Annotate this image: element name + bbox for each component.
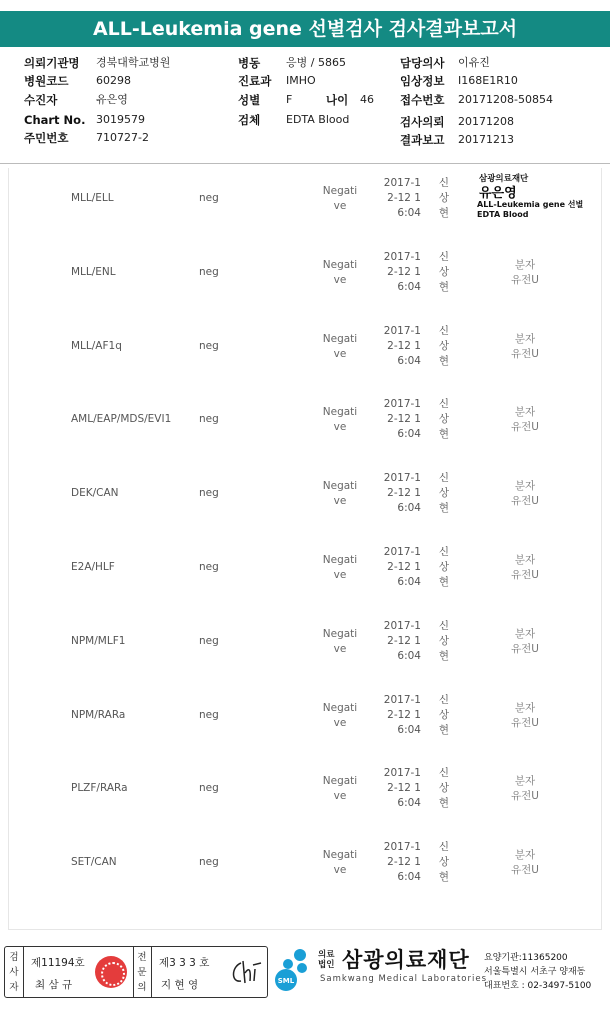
result-datetime: 2017-1 2-12 1 6:04 (383, 324, 421, 367)
test-result: neg (199, 265, 219, 278)
info-value: 3019579 (96, 113, 145, 126)
info-label: 접수번호 (400, 93, 445, 107)
lab-unit: 분자 유전U (511, 627, 539, 655)
test-name: MLL/AF1q (71, 339, 122, 352)
institution-code: 요양기관:11365200 (484, 953, 568, 963)
sml-logo-icon (272, 946, 316, 998)
svg-text:SML: SML (277, 977, 295, 985)
info-label: 진료과 (238, 74, 272, 88)
technician: 신 상 현 (438, 619, 450, 662)
result-flag: Negati ve (322, 554, 358, 581)
institution-name-en: Samkwang Medical Laboratories (320, 974, 488, 984)
table-row (9, 537, 602, 611)
result-datetime: 2017-1 2-12 1 6:04 (383, 250, 421, 293)
examiner-seal-icon (95, 956, 127, 988)
stamp-test: ALL-Leukemia gene 선별 (477, 200, 584, 209)
result-datetime: 2017-1 2-12 1 6:04 (383, 767, 421, 810)
result-datetime: 2017-1 2-12 1 6:04 (383, 619, 421, 662)
stamp-specimen: EDTA Blood (477, 210, 529, 219)
specialist-label: 전 문 의 (137, 952, 147, 993)
result-datetime: 2017-1 2-12 1 6:04 (383, 693, 421, 736)
table-row (9, 389, 602, 463)
table-row (9, 611, 602, 685)
info-label: 의뢰기관명 (24, 56, 80, 70)
test-name: MLL/ENL (71, 265, 116, 278)
lab-unit: 분자 유전U (511, 775, 539, 803)
lab-unit: 분자 유전U (511, 258, 539, 286)
technician: 신 상 현 (438, 693, 450, 736)
result-flag: Negati ve (322, 406, 358, 434)
technician: 신 상 현 (438, 177, 450, 219)
specialist-license: 제3 3 3 호 (159, 957, 210, 969)
info-label: 병원코드 (24, 74, 69, 88)
info-label: Chart No. (24, 113, 86, 127)
info-value: I168E1R10 (458, 74, 518, 87)
table-row (9, 832, 602, 906)
examiner-name: 최 삼 규 (35, 979, 73, 991)
info-label: 결과보고 (400, 133, 445, 147)
info-value: 응병 / 5865 (286, 56, 346, 69)
test-result: neg (199, 339, 219, 352)
age-value: 46 (360, 93, 374, 106)
test-result: neg (199, 561, 219, 573)
stamp-org: 삼광의료재단 (479, 174, 529, 184)
result-flag: Negati ve (322, 701, 358, 729)
technician: 신 상 현 (438, 324, 450, 367)
report-footer (0, 940, 610, 1010)
examiner-license: 제11194호 (31, 957, 85, 969)
test-name: SET/CAN (71, 856, 117, 869)
age-label: 나이 (326, 93, 349, 107)
table-row (9, 758, 602, 832)
info-value: 20171208 (458, 115, 514, 128)
technician: 신 상 현 (438, 546, 450, 588)
test-name: E2A/HLF (71, 561, 115, 573)
info-value: 20171208-50854 (458, 93, 553, 106)
info-value: 710727-2 (96, 131, 149, 144)
info-value: EDTA Blood (286, 113, 350, 126)
result-flag: Negati ve (322, 332, 358, 360)
test-result: neg (199, 856, 219, 869)
lab-unit: 분자 유전U (511, 332, 539, 360)
stamp-patient: 유은영 (479, 186, 517, 201)
info-value: 20171213 (458, 133, 514, 146)
test-name: NPM/MLF1 (71, 634, 126, 647)
test-result: neg (199, 634, 219, 647)
test-result: neg (199, 413, 219, 426)
report-title: ALL-Leukemia gene 선별검사 검사결과보고서 (0, 11, 610, 47)
info-label: 병동 (238, 56, 261, 70)
result-datetime: 2017-1 2-12 1 6:04 (383, 177, 421, 219)
lab-unit: 분자 유전U (511, 849, 539, 877)
specialist-name: 지 현 영 (161, 979, 199, 991)
info-value: 경북대학교병원 (96, 56, 171, 69)
institution-name: 삼광의료재단 (342, 948, 470, 972)
technician: 신 상 현 (438, 767, 450, 810)
test-name: MLL/ELL (71, 192, 114, 204)
technician: 신 상 현 (438, 398, 450, 441)
info-value: 유은영 (96, 93, 128, 106)
test-result: neg (199, 782, 219, 795)
table-row (9, 685, 602, 759)
result-flag: Negati ve (322, 775, 358, 803)
patient-info-panel (0, 52, 610, 164)
table-row (9, 463, 602, 537)
test-result: neg (199, 708, 219, 721)
technician: 신 상 현 (438, 472, 450, 515)
result-flag: Negati ve (322, 480, 358, 508)
result-datetime: 2017-1 2-12 1 6:04 (383, 546, 421, 588)
result-flag: Negati ve (322, 627, 358, 655)
info-value: IMHO (286, 74, 316, 87)
result-flag: Negati ve (322, 258, 358, 286)
info-label: 주민번호 (24, 131, 69, 145)
test-name: AML/EAP/MDS/EVI1 (71, 413, 172, 426)
info-label: 임상정보 (400, 74, 445, 88)
result-flag: Negati ve (322, 849, 358, 877)
lab-stamp (465, 170, 602, 222)
result-datetime: 2017-1 2-12 1 6:04 (383, 472, 421, 515)
institution-address: 서울특별시 서초구 양재동 (484, 967, 586, 977)
info-value: 60298 (96, 74, 131, 87)
results-table (8, 168, 602, 930)
info-label: 수진자 (24, 93, 58, 107)
test-name: PLZF/RARa (71, 782, 128, 795)
signature-box (4, 946, 268, 998)
inst-type: 의료 법인 (318, 950, 335, 970)
technician: 신 상 현 (438, 841, 450, 884)
institution-phone: 대표번호 : 02-3497-5100 (484, 981, 592, 991)
signature-icon (227, 957, 263, 989)
examiner-label: 검 사 자 (9, 952, 19, 993)
info-label: 검체 (238, 113, 261, 127)
test-name: DEK/CAN (71, 487, 119, 500)
info-label: 담당의사 (400, 56, 445, 70)
result-flag: Negati ve (322, 185, 358, 212)
info-value: 이유진 (458, 56, 490, 69)
result-datetime: 2017-1 2-12 1 6:04 (383, 398, 421, 441)
technician: 신 상 현 (438, 250, 450, 293)
info-label: 성별 (238, 93, 261, 107)
lab-unit: 분자 유전U (511, 480, 539, 508)
table-row (9, 316, 602, 390)
test-result: neg (199, 192, 219, 204)
test-result: neg (199, 487, 219, 500)
lab-unit: 분자 유전U (511, 701, 539, 729)
result-datetime: 2017-1 2-12 1 6:04 (383, 841, 421, 884)
table-row (9, 242, 602, 316)
info-label: 검사의뢰 (400, 115, 445, 129)
info-value: F (286, 93, 293, 106)
test-name: NPM/RARa (71, 708, 126, 721)
lab-unit: 분자 유전U (511, 406, 539, 434)
lab-unit: 분자 유전U (511, 554, 539, 581)
